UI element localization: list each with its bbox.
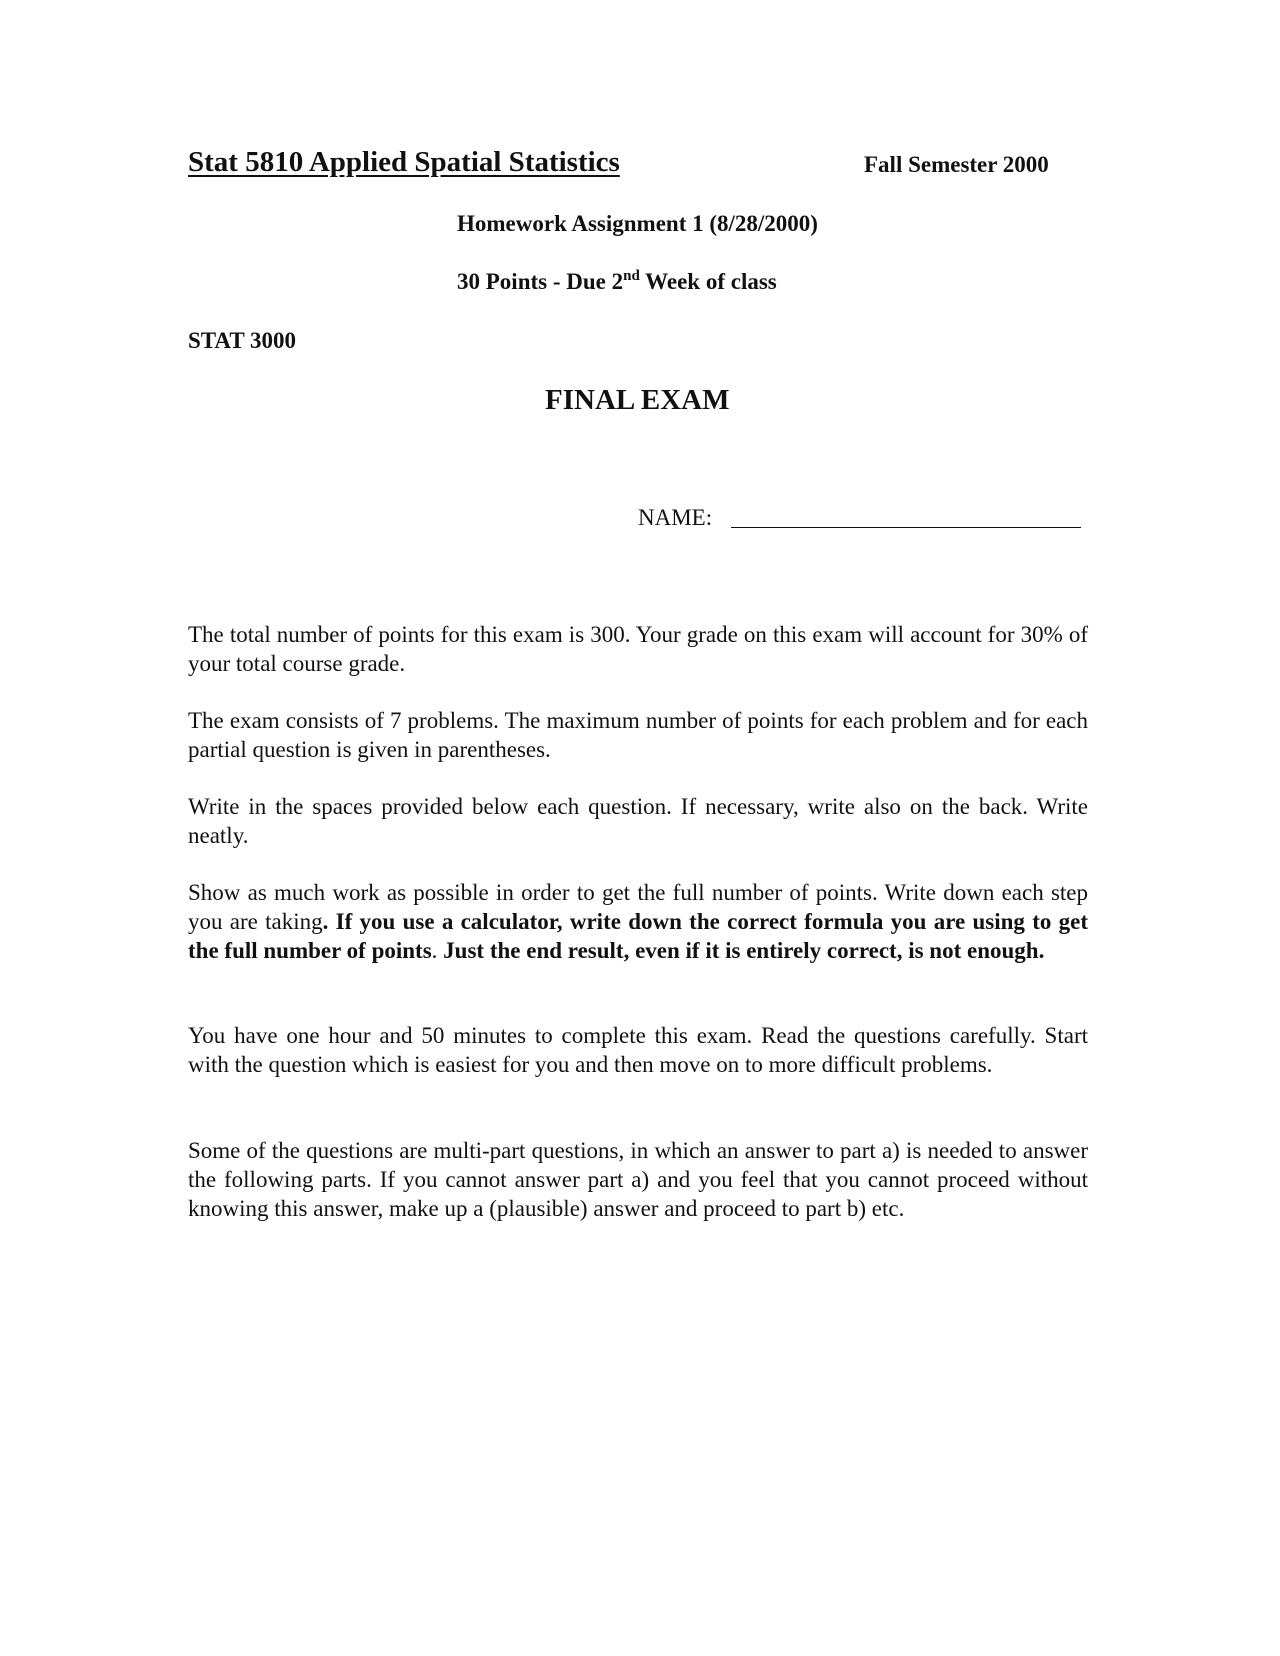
- instruction-multipart: Some of the questions are multi-part questions, in which an answer to part a) is needed to answer the following parts. If you cannot answer part a) and you feel that you cannot proceed without knowing this answer, make up a (plausible) answer and proceed to part b) etc.: [188, 1138, 1088, 1221]
- instruction-work: [188, 878, 1088, 965]
- due-suffix: Week of class: [639, 269, 777, 294]
- instruction-time: You have one hour and 50 minutes to complete this exam. Read the questions carefully. Start with the question which is easiest for you and then move on to more difficult problems.: [188, 1023, 1088, 1077]
- due-line: [457, 269, 777, 295]
- instruction-spaces: Write in the spaces provided below each question. If necessary, write also on the back. Write neatly.: [188, 794, 1088, 848]
- course-title: Stat 5810 Applied Spatial Statistics: [188, 146, 620, 178]
- instruction-work-period: .: [431, 938, 438, 963]
- name-field[interactable]: [731, 527, 1081, 528]
- instruction-points: The total number of points for this exam is 300. Your grade on this exam will account for 30% of your total course grade.: [188, 622, 1088, 676]
- exam-title: FINAL EXAM: [545, 384, 730, 416]
- due-prefix: 30 Points - Due 2: [457, 269, 624, 294]
- instruction-work-text: Show as much work as possible in order to get the full number of points. Write down each step you are taking: [188, 880, 1088, 934]
- semester-label: Fall Semester 2000: [864, 152, 1049, 177]
- instruction-problems: The exam consists of 7 problems. The maximum number of points for each problem and for each partial question is given in parentheses.: [188, 708, 1088, 762]
- instruction-work-calculator: . If you use a calculator, write down the correct formula you are using to get the full number of points: [188, 909, 1088, 963]
- assignment-heading: Homework Assignment 1 (8/28/2000): [457, 211, 818, 236]
- instruction-work-end-result: Just the end result, even if it is entirely correct, is not enough.: [437, 938, 1045, 963]
- due-superscript: nd: [623, 268, 640, 284]
- course-code: STAT 3000: [188, 328, 297, 353]
- name-label: NAME:: [638, 505, 713, 530]
